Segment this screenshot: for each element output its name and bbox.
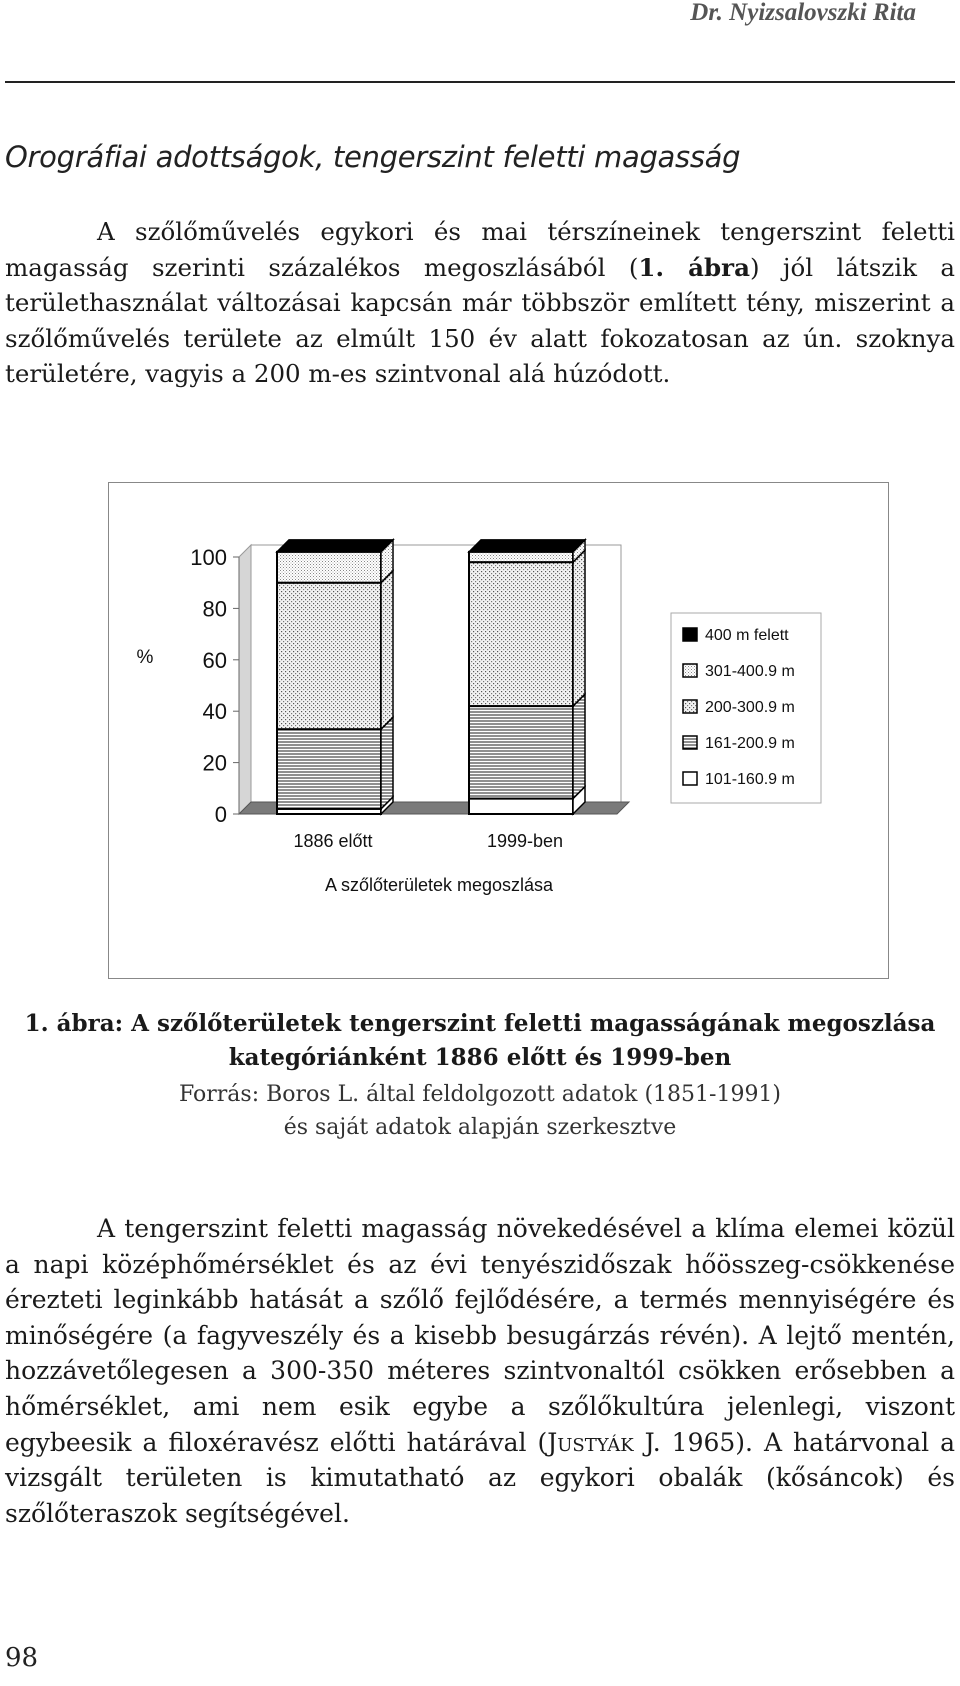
legend-label: 301-400.9 m [705,663,795,680]
bar-segment-side [381,717,393,809]
legend-swatch [683,772,697,785]
paragraph-1-text-a: A szőlőművelés egykori és mai térszíneinek tengerszint feletti magasság szerinti százalékos megoszlásából ( [5,217,955,282]
bar-segment [469,552,573,562]
running-header-author: Dr. Nyizsalovszki Rita [690,0,916,26]
header-rule [5,81,955,83]
bar-top-face [277,540,393,552]
y-tick-label: 20 [202,750,227,776]
paragraph-2-text-b: J. 1965). A határvonal a vizsgált területen is kimutatható az egykori obalák (kősáncok) és szőlőteraszok segítségével. [5,1427,955,1528]
caption-title-line1: 1. ábra: A szőlőterületek tengerszint feletti magasságának megoszlása [24,1010,936,1037]
y-axis-label: % [136,647,154,668]
bar-top-face [469,540,585,552]
legend-label: 101-160.9 m [705,771,795,788]
caption-title-line2: kategóriánként 1886 előtt és 1999-ben [228,1044,732,1071]
page-number: 98 [5,1643,39,1673]
bar-segment [469,799,573,814]
paragraph-2 [5,1211,955,1531]
caption-source-line1: Forrás: Boros L. által feldolgozott adatok (1851-1991) [178,1082,782,1107]
figure-chart [108,482,889,979]
legend-swatch [683,736,697,749]
bar-segment-side [381,571,393,729]
figure-caption-source [5,1078,955,1144]
paragraph-2-text-a: A tengerszint feletti magasság növekedésével a klíma elemei közül a napi középhőmérséklet és az évi tenyészidőszak hőösszeg-csökkenése érezteti leginkább hatását a szőlő fejlődésére, a termés mennyiségére és minőségére (a fagyveszély és a kisebb besugárzás révén). A lejtő mentén, hozzávetőlegesen a 300-350 méteres szintvonaltól csökken erősebben a hőmérséklet, ami nem esik egybe a szőlőkultúra jelenlegi, viszont egybeesik a filoxéravész előtti határával ( [5,1214,955,1457]
y-tick-label: 0 [214,802,227,827]
y-tick-label: 80 [202,596,227,622]
section-heading: Orográfiai adottságok, tengerszint feletti magasság [5,140,741,174]
legend-swatch [683,628,697,641]
legend-swatch [683,664,697,677]
legend-swatch [683,700,697,713]
bar-segment [277,552,381,583]
paragraph-1 [5,214,955,392]
figure-caption-title [5,1007,955,1075]
y-tick-label: 60 [202,647,227,673]
stacked-bar-chart [109,483,890,980]
y-tick-label: 40 [202,699,227,725]
x-category-label: 1886 előtt [293,831,373,851]
bar-segment-side [573,694,585,799]
figure-reference: 1. ábra [638,252,750,282]
bar-segment-side [573,550,585,706]
chart-side-wall [239,545,251,814]
x-axis-label: A szőlőterületek megoszlása [324,875,554,895]
legend-label: 400 m felett [705,627,789,644]
y-tick-label: 100 [190,545,227,570]
paragraph-1-text-b: ) jól látszik a területhasználat változásai kapcsán már többször említett tény, miszerint a szőlőművelés területe az elmúlt 150 év alatt fokozatosan az ún. szoknya területére, vagyis a 200 m-es szintvonal alá húzódott. [5,252,955,388]
bar-segment [469,562,573,706]
bar-segment [277,729,381,809]
legend-label: 161-200.9 m [705,735,795,752]
x-category-label: 1999-ben [486,831,564,851]
bar-segment [469,706,573,799]
caption-source-line2: és saját adatok alapján szerkesztve [283,1115,677,1140]
bar-segment [277,583,381,729]
cited-author: Justyák [547,1427,634,1457]
legend-label: 200-300.9 m [705,699,795,716]
